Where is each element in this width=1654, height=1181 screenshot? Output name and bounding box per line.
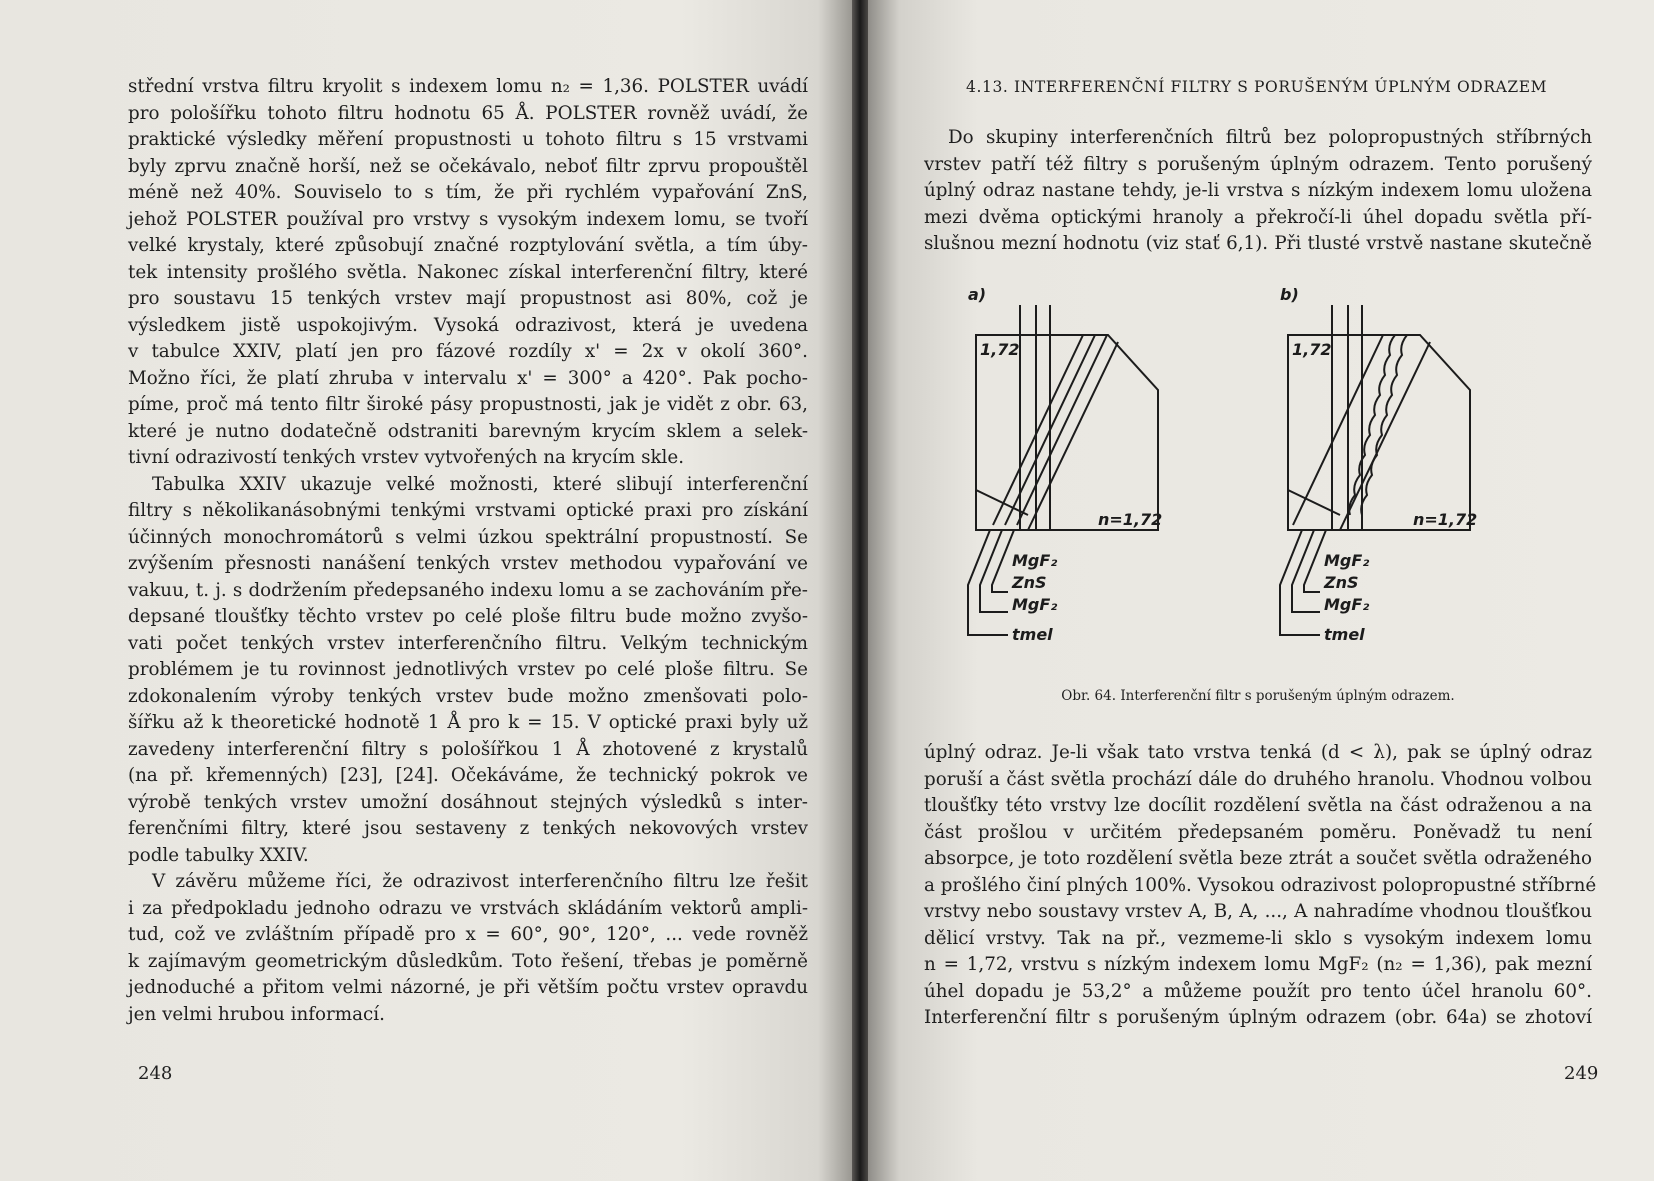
text-line: byly zprvu značně horší, než se očekávalo, neboť filtr zprvu propouštěl — [128, 155, 808, 177]
text-line: úhel dopadu je 53,2° a můžeme použít pro tento účel hranolu 60°. — [924, 980, 1592, 1002]
right-page-body-bottom — [924, 740, 1597, 1032]
right-page-number: 249 — [1564, 1063, 1599, 1084]
layer-wavy — [1361, 335, 1407, 515]
leader-line — [1280, 530, 1320, 635]
text-line: úplný odraz nastane tehdy, je-li vrstva s nízkým indexem lomu uložena — [924, 180, 1592, 201]
text-line: výrobě tenkých vrstev umožní dosáhnout stejných výsledků s inter- — [128, 791, 808, 813]
layer-line — [993, 335, 1083, 525]
text-line: výsledkem jistě uspokojivým. Vysoká odrazivost, která je uvedena — [128, 314, 808, 336]
text-line: slušnou mezní hodnotu (viz stať 6,1). Při tlusté vrstvě nastane skutečně — [924, 233, 1592, 254]
index-top-b: 1,72 — [1292, 340, 1332, 359]
text-line: Tabulka XXIV ukazuje velké možnosti, které slibují interferenční — [152, 473, 808, 495]
text-line: střední vrstva filtru kryolit s indexem lomu n₂ = 1,36. POLSTER uvádí — [128, 76, 808, 97]
text-line: poruší a část světla prochází dále do druhého hranolu. Vhodnou volbou — [924, 768, 1592, 790]
text-line: filtry s několikanásobnými tenkými vrstvami optické praxi pro získání — [128, 500, 808, 521]
leader-line — [968, 530, 1008, 635]
text-line: zavedeny interferenční filtry s pološířkou 1 Å zhotovené z krystalů — [128, 738, 808, 760]
text-line: vrstev patří též filtry s porušeným úplným odrazem. Tento porušený — [924, 153, 1592, 175]
panel-b-label: b) — [1280, 285, 1299, 304]
running-head: 4.13. INTERFERENČNÍ FILTRY S PORUŠENÝM ÚPLNÝM ODRAZEM — [966, 78, 1548, 96]
text-line: jen velmi hrubou informací. — [128, 1003, 385, 1025]
text-line: tloušťky této vrstvy lze docílit rozdělení světla na část odraženou a na — [924, 795, 1592, 816]
leader-line — [992, 530, 1014, 592]
text-line: n = 1,72, vrstvu s nízkým indexem lomu MgF₂ (n₂ = 1,36), pak mezní — [924, 954, 1592, 975]
text-line: vakuu, t. j. s dodržením předepsaného indexu lomu a se zachováním pře- — [128, 579, 808, 601]
index-bottom-a: n=1,72 — [1098, 510, 1163, 529]
text-line: úplný odraz. Je-li však tato vrstva tenká (d < λ), pak se úplný odraz — [924, 742, 1592, 763]
text-line: mezi dvěma optickými hranoly a překročí-li úhel dopadu světla pří- — [924, 206, 1592, 228]
text-line: tud, což ve zvláštním případě pro x = 60°, 90°, 120°, ... vede rovněž — [128, 924, 808, 945]
text-line: jehož POLSTER používal pro vrstvy s vysokým indexem lomu, se tvoří — [128, 208, 808, 230]
layer-label-b-0: MgF₂ — [1324, 551, 1370, 570]
text-line: část prošlou v určitém předepsaném poměru. Poněvadž tu není — [924, 821, 1592, 843]
text-line: problémem je tu rovinnost jednotlivých vrstev po celé ploše filtru. Se — [128, 659, 808, 680]
text-line: pro soustavu 15 tenkých vrstev mají propustnost asi 80%, což je — [128, 288, 808, 309]
text-line: (na př. křemenných) [23], [24]. Očekáváme, že technický pokrok ve — [128, 765, 808, 786]
layer-label-a-2: MgF₂ — [1012, 595, 1058, 614]
left-page-number: 248 — [138, 1063, 173, 1084]
leader-line — [1304, 530, 1326, 592]
text-line: ferenčními filtry, které jsou sestaveny z tenkých nekovových vrstev — [128, 818, 808, 839]
text-line: méně než 40%. Souviselo to s tím, že při rychlém vypařování ZnS, — [128, 182, 808, 203]
text-line: Interferenční filtr s porušeným úplným odrazem (obr. 64a) se zhotoví — [924, 1007, 1592, 1028]
text-line: dělicí vrstvy. Tak na př., vezmeme-li sklo s vysokým indexem lomu — [924, 927, 1592, 949]
figure-64-drawing — [968, 285, 1568, 700]
text-line: v tabulce XXIV, platí jen pro fázové rozdíly x' = 2x v okolí 360°. — [128, 341, 808, 362]
layer-label-b-2: MgF₂ — [1324, 595, 1370, 614]
text-line: tek intensity prošlého světla. Nakonec získal interferenční filtry, které — [128, 261, 808, 283]
text-line: depsané tloušťky těchto vrstev po celé ploše filtru bude možno zvyšo- — [128, 606, 808, 627]
text-line: píme, proč má tento filtr široké pásy propustnosti, jak je vidět z obr. 63, — [128, 394, 808, 415]
right-page-body-top — [924, 125, 1592, 258]
prism-a-outline — [976, 335, 1158, 530]
right-page — [868, 0, 1654, 1181]
text-line: pro pološířku tohoto filtru hodnotu 65 Å. POLSTER rovněž uvádí, že — [128, 102, 808, 124]
text-line: Možno říci, že platí zhruba v intervalu x' = 300° a 420°. Pak pocho- — [128, 367, 808, 389]
text-line: šířku až k theoretické hodnotě 1 Å pro k = 15. V optické praxi byly už — [128, 712, 808, 733]
text-line: absorpce, je toto rozdělení světla beze ztrát a součet světla odraženého — [924, 848, 1592, 869]
text-line: účinných monochromátorů s velmi úzkou spektrální propustností. Se — [128, 526, 808, 548]
layer-line — [1028, 342, 1118, 530]
text-line: jednoduché a přitom velmi názorné, je při větším počtu vrstev opravdu — [128, 977, 808, 998]
layer-label-a-1: ZnS — [1012, 573, 1047, 592]
text-line: V závěru můžeme říci, že odrazivost interferenčního filtru lze řešit — [152, 871, 808, 892]
text-line: tivní odrazivostí tenkých vrstev vytvořených na krycím skle. — [128, 447, 685, 468]
layer-wavy — [1349, 335, 1395, 515]
left-page-body — [128, 74, 808, 1028]
layer-line — [1017, 335, 1107, 525]
prism-b-outline — [1288, 335, 1470, 530]
figure-caption: Obr. 64. Interferenční filtr s porušeným úplným odrazem. — [1061, 688, 1455, 704]
text-line: vati počet tenkých vrstev interferenčního filtru. Velkým technickým — [128, 632, 808, 654]
text-line: praktické výsledky měření propustnosti u tohoto filtru s 15 vrstvami — [128, 129, 808, 150]
layer-label-a-0: MgF₂ — [1012, 551, 1058, 570]
text-line: které je nutno dodatečně odstraniti barevným krycím sklem a selek- — [128, 420, 808, 442]
index-top-a: 1,72 — [980, 340, 1020, 359]
text-line: i za předpokladu jednoho odrazu ve vrstvách skládáním vektorů ampli- — [128, 897, 808, 919]
text-line: a prošlého činí plných 100%. Vysokou odrazivost polopropustné stříbrné — [924, 874, 1597, 896]
layer-label-a-3: tmel — [1012, 625, 1053, 644]
figure-64 — [968, 285, 1568, 700]
text-line: vrstvy nebo soustavy vrstev A, B, A, ..., A nahradíme vhodnou tloušťkou — [924, 901, 1592, 922]
panel-a-label: a) — [968, 285, 987, 304]
layer-label-b-3: tmel — [1324, 625, 1365, 644]
text-line: k zajímavým geometrickým důsledkům. Toto řešení, třebas je poměrně — [128, 950, 808, 972]
text-line: velké krystaly, které způsobují značné rozptylování světla, a tím úby- — [128, 235, 808, 256]
text-line: zdokonalením výroby tenkých vrstev bude možno zmenšovati polo- — [128, 685, 808, 707]
layer-label-b-1: ZnS — [1324, 573, 1359, 592]
book-gutter — [852, 0, 868, 1181]
text-line: podle tabulky XXIV. — [128, 844, 309, 866]
index-bottom-b: n=1,72 — [1413, 510, 1478, 529]
text-line: Do skupiny interferenčních filtrů bez polopropustných stříbrných — [948, 127, 1592, 148]
text-line: zvýšením přesnosti nanášení tenkých vrstev methodou vypařování ve — [128, 553, 808, 574]
